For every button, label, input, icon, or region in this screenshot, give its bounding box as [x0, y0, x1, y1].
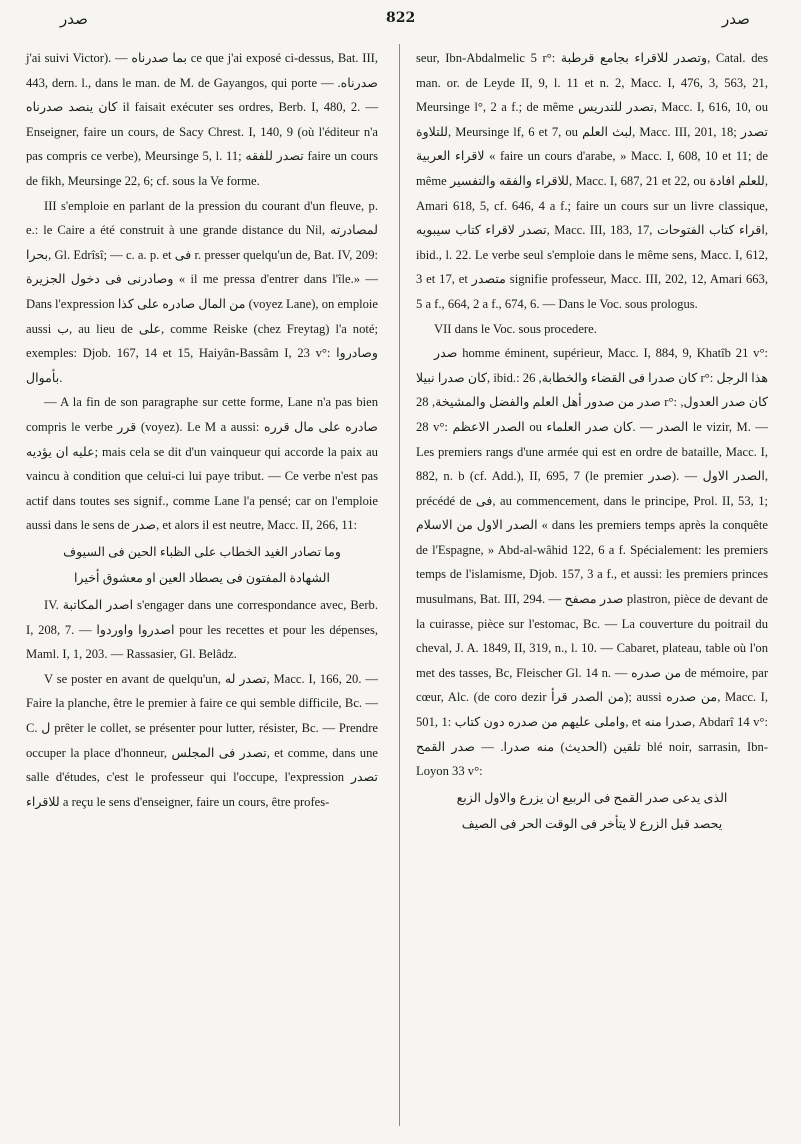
running-head-right: ﺻﺪﺭ	[722, 10, 750, 28]
paragraph: VII dans le Voc. sous procedere.	[434, 321, 597, 336]
paragraph: j'ai suivi Victor). — ﺑﻤﺎ ﺻﺪﺭﻧﺎﻩ ce que j'ai exposé ci-dessus, Bat. III, 443, dern. l., dans le man. de M. de Gayangos, qui porte ﺻﺪﺭﻧﺎﻩ. — ﻛﺎﻥ ﻳﻨﺼﺪ ﺻﺪﺭﻧﺎﻩ il faisait exécuter ses ordres, Berb. I, 480, 2. — Enseigner, faire un cours, de Sacy Chrest. I, 140, 9 (où l'éditeur n'a pas compris ce verbe), Meursinge 5, l. 11; ﺗﺼﺪﺭ ﻟﻠﻔﻘﻪ faire un cours de fikh, Meursinge 22, 6; cf. sous la Ve forme.	[26, 51, 379, 188]
paragraph: ﺻﺪﺭ homme éminent, supérieur, Macc. I, 884, 9, Khatîb 21 v°: ﻛﺎﻥ ﺻﺪﺭﺍ ﻧﺒﻴﻼ, ibid.: ﻛﺎﻥ ﺻﺪﺭﺍ ﻓﻰ ﺍﻟﻘﻀﺎﺀ ﻭﺍﻟﺨﻄﺎﺑﺔ, 26 r°: ﻫﺬﺍ ﺍﻟﺮﺟﻞ ﺻﺪﺭ ﻣﻦ ﺻﺪﻭﺭ ﺃﻫﻞ ﺍﻟﻌﻠﻢ ﻭﺍﻟﻔﻀﻞ ﻭﺍﻟﻤﺸﻴﺨﺔ, 28 r°: ﻛﺎﻥ ﺻﺪﺭ ﺍﻟﻌﺪﻭﻝ, 28 v°: ﺍﻟﺼﺪﺭ ﺍﻻﻋﻈﻢ ou ﺍﻟﺼﺪﺭ — .ﻛﺎﻥ ﺻﺪﺭ ﺍﻟﻌﻠﻤﺎﺀ le vizir, M. — Les premiers rangs d'une armée qui est en ordre de bataille, Macc. I, 882, n. b (cf. Add.), II, 695, 7 (le premier ﺻﺪﺭ). — ﺍﻟﺼﺪﺭ ﺍﻻﻭﻝ, précédé de ﻓﻰ, au commencement, dans le principe, Prol. II, 53, 1; ﺍﻟﺼﺪﺭ ﺍﻻﻭﻝ ﻣﻦ ﺍﻻﺳﻼﻡ « dans les premiers temps après la conquête de l'Espagne, » Abd-al-wâhid 122, 6 a f. Spécialement: les premiers temps de l'islamisme, Djob. 157, 3 a f., et aussi: les premiers princes musulmans, Bat. III, 294. — ﺻﺪﺭ ﻣﺼﻔﺢ plastron, pièce de devant de la cuirasse, pièce sur l'estomac, Bc. — La couverture du poitrail du cheval, J. A. 1849, II, 319, n., l. 10. — Cabaret, plateau, table où l'on met des tasses, Bc, Fleischer Gl. 14 n. — ﻣﻦ ﺻﺪﺭﻩ de mémoire, par cœur, Alc. (de coro dezir ﻣﻦ ﺍﻟﺼﺪﺭ ﻗﺮﺃ); aussi ﻣﻦ ﺻﺪﺭﻩ, Macc. I, 501, 1: ﻭﺍﻣﻠﻰ ﻋﻠﻴﻬﻢ ﻣﻦ ﺻﺪﺭﻩ ﺩﻭﻥ ﻛﺘﺎﺏ, et ﺻﺪﺭﺍ ﻣﻨﻪ, Abdarî 14 v°: ﺗﻠﻘﻴﻦ (ﺍﻟﺤﺪﻳﺚ) ﻣﻨﻪ ﺻﺪﺭﺍ. — ﺻﺪﺭ ﺍﻟﻘﻤﺢ blé noir, sarrasin, Ibn-Loyon 33 v°:	[416, 346, 769, 779]
running-header	[0, 10, 801, 32]
arabic-verse-line: ﻭﻣﺎ ﺗﺼﺎﺩﺭ ﺍﻟﻐﻴﺪ ﺍﻟﺨﻄﺎﺏ ﻋﻠﻰ ﺍﻟﻈﺒﺎﺀ ﺍﻟﺤﻴﻦ ﻓﻰ ﺍﻟﺴﻴﻮﻑ	[63, 544, 341, 559]
paragraph: IV. ﺍﺻﺪﺭ ﺍﻟﻤﻜﺎﺗﺒﺔ s'engager dans une correspondance avec, Berb. I, 208, 7. — ﺍﺻﺪﺭﻭﺍ ﻭﺍﻭﺭﺩﻭﺍ pour les recettes et pour les dépenses, Maml. I, 1, 203. — Rassasier, Gl. Belâdz.	[26, 598, 379, 662]
paragraph: V se poster en avant de quelqu'un, ﺗﺼﺪﺭ ﻟﻪ, Macc. I, 166, 20. — Faire la planche, être le premier à faire ce qui semble difficile, Bc. — C. ﻝ prêter le collet, se présenter pour lutter, résister, Bc. — Prendre occuper la place d'honneur, ﺗﺼﺪﺭ ﻓﻰ ﺍﻟﻤﺠﻠﺲ, et comme, dans une salle d'études, c'est le professeur qui l'occupe, l'expression ﺗﺼﺪﺭ ﻟﻼﻗﺮﺍﺀ a reçu le sens d'enseigner, faire un cours, être profes-	[26, 671, 379, 809]
arabic-verse-line: ﺍﻟﺸﻬﺎﺩﺓ ﺍﻟﻤﻔﺘﻮﻥ ﻓﻰ ﻳﺼﻄﺎﺩ ﺍﻟﻌﻴﻦ ﺍﻭ ﻣﻌﺸﻮﻕ ﺃﺧﻴﺮﺍ	[74, 571, 330, 586]
right-column	[416, 46, 768, 839]
arabic-verse-line: ﺍﻟﺬﻯ ﻳﺪﻋﻰ ﺻﺪﺭ ﺍﻟﻘﻤﺢ ﻓﻰ ﺍﻟﺮﺑﻴﻊ ﺍﻥ ﻳﺰﺭﻉ ﻭﺍﻻﻭﻝ ﺍﻟﺰﺑﻊ	[456, 790, 728, 805]
arabic-verse-line: ﻳﺤﺼﺪ ﻗﺒﻞ ﺍﻟﺰﺭﻉ ﻻ ﻳﺘﺄﺧﺮ ﻓﻰ ﺍﻟﻮﻗﺖ ﺍﻟﺤﺮ ﻓﻰ ﺍﻟﺼﻴﻒ	[461, 817, 723, 832]
left-column	[26, 46, 378, 814]
paragraph: seur, Ibn-Abdalmelic 5 r°: ﻭﺗﺼﺪﺭ ﻟﻼﻗﺮﺍﺀ ﺑﺠﺎﻣﻊ ﻗﺮﻃﺒﺔ, Catal. des man. or. de Leyde II, 9, l. 11 et n. 2, Macc. I, 476, 3, 563, 21, Meursinge l°, 2 a f.; de même ﺗﺼﺪﺭ ﻟﻠﺘﺪﺭﻳﺲ, Macc. I, 616, 10, ou ﻟﻠﺘﻼﻭﺓ, Meursinge lf, 6 et 7, ou ﻟﺒﺚ ﺍﻟﻌﻠﻢ, Macc. III, 201, 18; ﺗﺼﺪﺭ ﻻﻗﺮﺍﺀ ﺍﻟﻌﺮﺑﻴﺔ « faire un cours d'arabe, » Macc. I, 608, 10 et 11; de même ﻟﻼﻗﺮﺍﺀ ﻭﺍﻟﻔﻘﻪ ﻭﺍﻟﺘﻔﺴﻴﺮ, Macc. I, 687, 21 et 22, ou ﻟﻠﻌﻠﻢ ﺍﻓﺎﺩﺓ, Amari 618, 5, cf. 646, 4 a f.; faire un cours sur un livre classique, ﺗﺼﺪﺭ ﻻﻗﺮﺍﺀ ﻛﺘﺎﺏ ﺳﻴﺒﻮﻳﻪ, Macc. III, 183, 17, ﺍﻗﺮﺍﺀ ﻛﺘﺎﺏ ﺍﻟﻔﺘﻮﺣﺎﺕ, ibid., l. 22. Le verbe seul s'emploie dans le même sens, Macc. I, 612, 3 et 17, et ﻣﺘﺼﺪﺭ signifie professeur, Macc. III, 202, 12, Amari 663, 5 a f., 664, 2 a f., 674, 6. — Dans le Voc. sous prologus.	[416, 51, 768, 311]
page-number: 822	[386, 10, 416, 26]
column-divider	[399, 44, 400, 1126]
paragraph: — A la fin de son paragraphe sur cette forme, Lane n'a pas bien compris le verbe ﻗﺮﺭ (voyez). Le M a aussi: ﺻﺎﺩﺭﻩ ﻋﻠﻰ ﻣﺎﻝ ﻗﺮﺭﻩ ﻋﻠﻴﻪ ﺍﻥ ﻳﺆﺩﻳﻪ; mais cela se dit d'un vainqueur qui accorde la paix au vaincu à condition que celui-ci lui paye tribut. — Ce verbe n'est pas actif dans toutes ses signif., comme Lane l'a pensé; car on l'emploie aussi dans le sens de ﺻﺪﺭ, et alors il est neutre, Macc. II, 266, 11:	[26, 395, 378, 533]
paragraph: III s'emploie en parlant de la pression du courant d'un fleuve, p. e.: le Caire a été construit à une grande distance du Nil, ﻟﻤﺼﺎﺩﺭﺗﻪ ﺑﺤﺮﺍ, Gl. Edrîsî; — c. a. p. et ﻓﻰ r. presser quelqu'un de, Bat. IV, 209: ﻭﺻﺎﺩﺭﻧﻰ ﻓﻰ ﺩﺧﻮﻝ ﺍﻟﺠﺰﻳﺮﺓ « il me pressa d'entrer dans l'île.» — Dans l'expression ﻣﻦ ﺍﻟﻤﺎﻝ ﺻﺎﺩﺭﻩ ﻋﻠﻰ ﻛﺬﺍ (voyez Lane), on emploie aussi ﺏ, au lieu de ﻋﻠﻰ, comme Reiske (chez Freytag) l'a noté; exemples: Djob. 167, 14 et 15, Haiyân-Bassâm I, 23 v°: ﻭﺻﺎﺩﺭﻭﺍ ﺑﺄﻣﻮﺍﻝ.	[26, 198, 379, 385]
running-head-left: ﺻﺪﺭ	[60, 10, 88, 28]
